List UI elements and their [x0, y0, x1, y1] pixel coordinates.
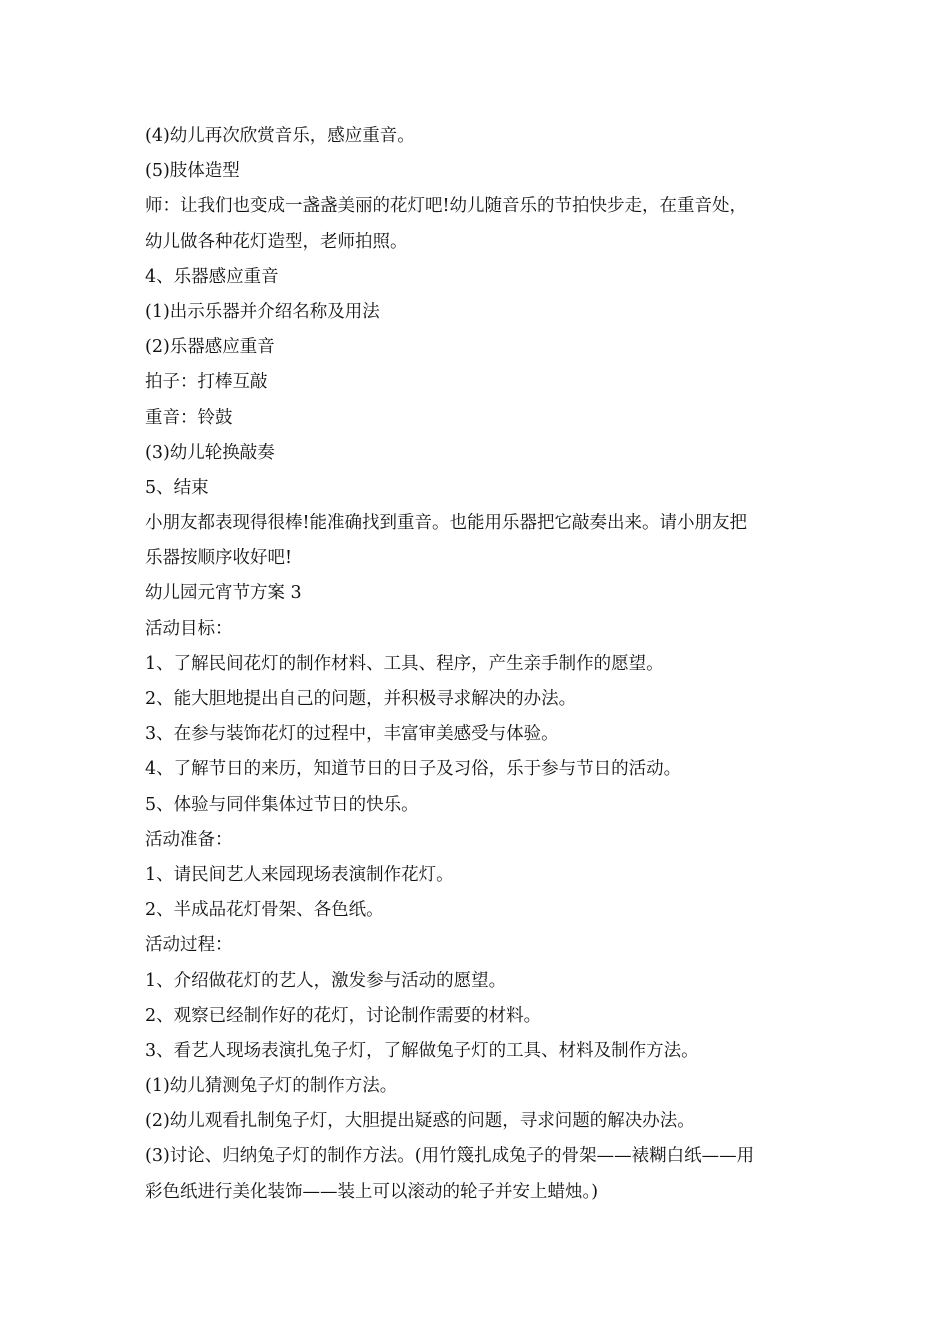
list-item: 1、介绍做花灯的艺人，激发参与活动的愿望。	[145, 970, 507, 991]
document-title: 幼儿园元宵节方案 3	[145, 583, 302, 604]
section-heading: 活动目标：	[145, 618, 233, 639]
text-line: 彩色纸进行美化装饰——装上可以滚动的轮子并安上蜡烛。)	[145, 1181, 599, 1202]
text-line: 乐器按顺序收好吧!	[145, 548, 293, 569]
list-item: 1、请民间艺人来园现场表演制作花灯。	[145, 864, 454, 885]
list-item: 2、半成品花灯骨架、各色纸。	[145, 900, 384, 921]
text-line: (3)幼儿轮换敲奏	[145, 442, 275, 463]
section-heading: 活动过程：	[145, 935, 233, 956]
list-item: 5、体验与同伴集体过节日的快乐。	[145, 794, 419, 815]
section-heading: 活动准备：	[145, 829, 233, 850]
text-line: 师：让我们也变成一盏盏美丽的花灯吧!幼儿随音乐的节拍快步走，在重音处，	[145, 196, 748, 217]
list-item: 2、观察已经制作好的花灯，讨论制作需要的材料。	[145, 1005, 542, 1026]
text-line: 小朋友都表现得很棒!能准确找到重音。也能用乐器把它敲奏出来。请小朋友把	[145, 513, 748, 534]
document-body	[145, 119, 810, 1210]
list-item: (1)幼儿猜测兔子灯的制作方法。	[145, 1076, 398, 1097]
text-line: (2)乐器感应重音	[145, 337, 275, 358]
text-line: 重音：铃鼓	[145, 407, 233, 428]
list-item: 3、看艺人现场表演扎兔子灯，了解做兔子灯的工具、材料及制作方法。	[145, 1040, 699, 1061]
text-line: (4)幼儿再次欣赏音乐，感应重音。	[145, 126, 415, 146]
text-line: 拍子：打棒互敲	[145, 372, 268, 393]
text-line: 幼儿做各种花灯造型，老师拍照。	[145, 231, 408, 252]
section-heading: 5、结束	[145, 477, 209, 498]
list-item: 1、了解民间花灯的制作材料、工具、程序，产生亲手制作的愿望。	[145, 653, 664, 674]
list-item: 3、在参与装饰花灯的过程中，丰富审美感受与体验。	[145, 724, 559, 745]
section-heading: 4、乐器感应重音	[145, 266, 279, 287]
list-item: (2)幼儿观看扎制兔子灯，大胆提出疑惑的问题，寻求问题的解决办法。	[145, 1111, 695, 1132]
text-line: (1)出示乐器并介绍名称及用法	[145, 301, 380, 322]
list-item: (3)讨论、归纳兔子灯的制作方法。(用竹篾扎成兔子的骨架——裱糊白纸——用	[145, 1146, 755, 1167]
list-item: 2、能大胆地提出自己的问题，并积极寻求解决的办法。	[145, 689, 577, 709]
section-heading: (5)肢体造型	[145, 161, 240, 182]
list-item: 4、了解节日的来历，知道节日的日子及习俗，乐于参与节日的活动。	[145, 759, 682, 780]
